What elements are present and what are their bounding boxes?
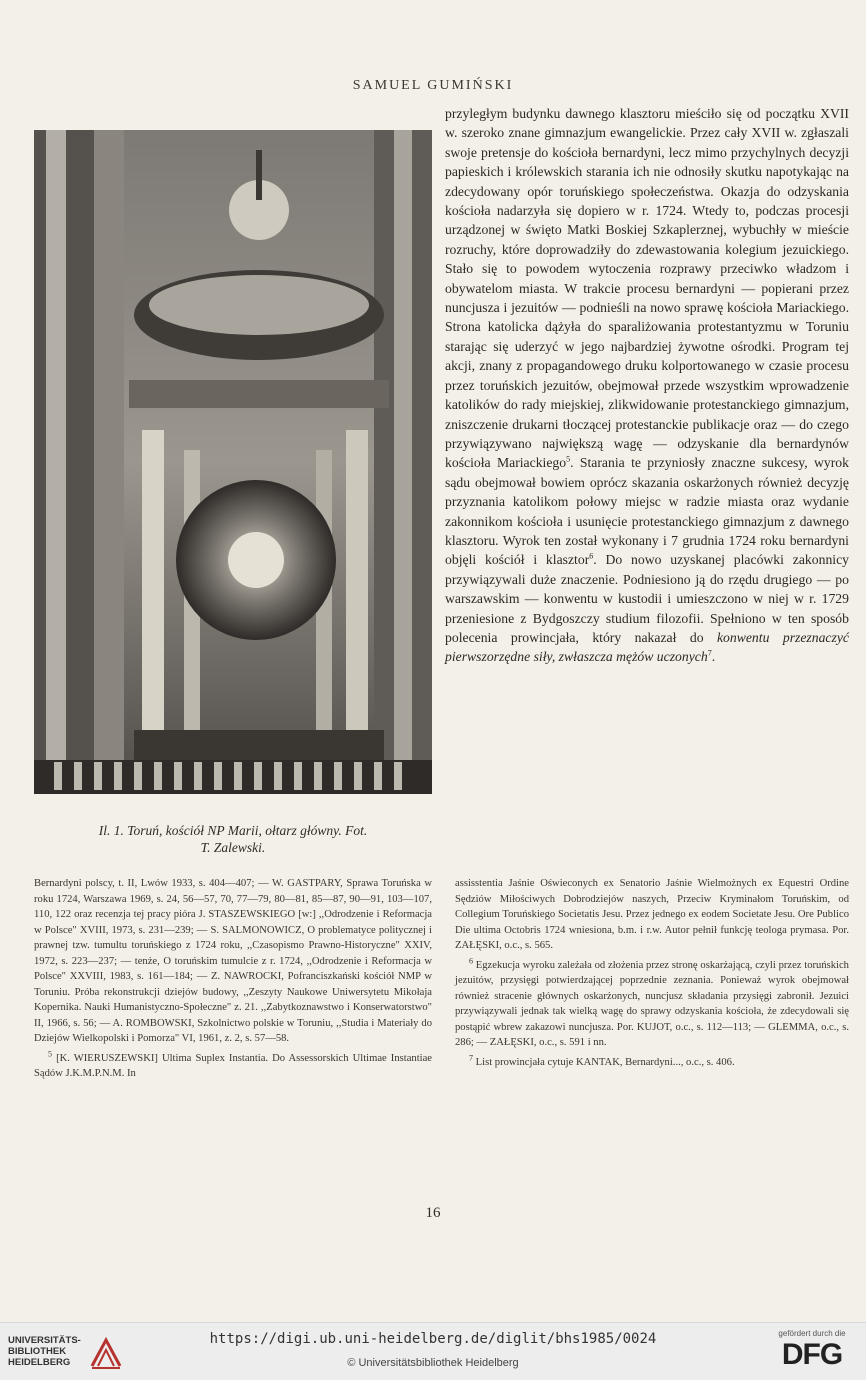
footnote-5-number: 5 <box>48 1048 52 1058</box>
footnote-continued: Bernardyni polscy, t. II, Lwów 1933, s. 404—407; — W. GASTPARY, Sprawa Toruńska w roku 1724, Warszawa 1969, s. 24, 56—57, 70, 77—79, 80—81, 85—87, 90—91, 103—107, 110, 122 oraz recenzja tej pracy pióra J. STASZEWSKIEGO [w:] ,,Odrodzenie i Reformacja w Polsce" XVIII, 1973, s. 231—239; — S. SALMONOWICZ, O problematyce politycznej i prawnej tzw. tumultu toruńskiego z 1724 roku, ,,Czasopismo Prawno-Historyczne" XXIV, 1972, s. 223—237; — tenże, O toruńskim tumulcie z r. 1724, ,,Odrodzenie i Reformacja w Polsce" XXVIII, 1983, s. 161—184; — Z. NAWROCKI, Pofranciszkański kościół NMP w Toruniu. Próba rekonstrukcji dziejów budowy, ,,Zeszyty Naukowe Uniwersytetu Mikołaja Kopernika. Nauki Humanistyczno-Społeczne" z. 21. ,,Zabytkoznawstwo i Konserwatorstwo" II, 1966, s. 56; — A. ROMBOWSKI, Szkolnictwo polskie w Toruniu, ,,Studia i Materiały do Dziejów Wielkopolski i Pomorza" VI, 1961, z. 2, s. 57—58. <box>34 878 432 1044</box>
logo-text-line-2: BIBLIOTHEK <box>8 1346 67 1357</box>
footnotes-right-column <box>455 876 849 1074</box>
main-text-column <box>445 104 849 667</box>
footnote-5-text: [K. WIERUSZEWSKI] Ultima Suplex Instantia. Do Assessorskich Ultimae Instantiae Sądów J.K.M.P.N.M. In <box>34 1052 432 1079</box>
body-text-end: . <box>711 649 716 665</box>
body-italic-quote: konwentu przeznaczyć pierwszorzędne siły, zwłaszcza mężów uczonych <box>445 629 849 665</box>
footnote-7 <box>455 1052 849 1071</box>
footnote-5 <box>34 1048 432 1082</box>
altar-illustration <box>34 130 432 794</box>
body-text-2: . Starania te przyniosły znaczne sukcesy, wyrok sądu obejmował bowiem oprócz skazania oskarżonych również decyzję przyznania katolikom połowy miejsc w radzie miasta oraz wydanie zakonnikom kościoła i usunięcie protestanckiego gimnazjum z dawnego klasztoru. Wyrok ten został wykonany i 7 grudnia 1724 roku bernardyni objęli kościół i klasztor <box>445 455 849 568</box>
footnote-5-continued: assisstentia Jaśnie Oświeconych ex Senatorio Jaśnie Wielmożnych ex Equestri Ordine Sędziów Miłościwych Dobrodziejów naszych, Przeciw Kryminałom Toruńskim, od Collegium Toruńskiego Societatis Jesu. Przez jednego ex eodem Societate Jesu. Ore Publico Die ultima Octobris 1724 wniesiona, b.m. i r.w. Autor pełnił funkcję teologa prymasa. Por. ZAŁĘSKI, o.c., s. 565. <box>455 878 849 951</box>
body-paragraph <box>445 104 849 667</box>
dfg-wordmark: DFG <box>781 1338 843 1371</box>
permalink-url[interactable]: https://digi.ub.uni-heidelberg.de/diglit/bhs1985/0024 <box>209 1331 657 1347</box>
footnote-6-number: 6 <box>469 955 473 965</box>
caption-line-2: T. Zalewski. <box>200 840 266 855</box>
footnote-ref-7[interactable]: 7 <box>707 648 712 658</box>
dfg-funding-logo[interactable] <box>766 1329 858 1377</box>
footnote-7-number: 7 <box>469 1052 473 1062</box>
viewer-footer <box>0 1322 866 1380</box>
body-text-3: . Do nowo uzyskanej placówki zakonnicy przywiązywali duże znaczenie. Podniesiono ją do rzędu drugiego — po warszawskim — konwentu w kustodii i umieszczono w niej w r. 1729 przeniesione z Bydgoszczy studium filozofii. Spełniono w ten sposób polecenia prowincjała, który nakazał do <box>445 552 850 645</box>
funded-by-label: gefördert durch die <box>778 1329 846 1338</box>
altar-photograph <box>34 130 432 794</box>
copyright-notice: © Universitätsbibliothek Heidelberg <box>347 1357 519 1369</box>
body-text-1: przyległym budynku dawnego klasztoru mieściło się od początku XVII w. szeroko znane gimnazjum ewangelickie. Przez cały XVII w. zgłaszali swoje pretensje do kościoła bernardyni, lecz mimo przychylnych decyzji papieskich i królewskich starania ich nie odnosiły skutku napotykając na zdecydowany opór toruńskiego społeczeństwa. Okazja do odzyskania kościoła nadarzyła się dopiero w r. 1724. Wtedy to, podczas procesji urządzonej w święto Matki Boskiej Szkaplerznej, wybuchły w mieście rozruchy, które doprowadziły do zdewastowania kolegium jezuickiego. Stało się to powodem wytoczenia rozprawy przeciwko władzom i obywatelom miasta. W trakcie procesu bernardyni — popierani przez nuncjusza i jezuitów — podnieśli na nowo sprawę kościoła Mariackiego. Strona katolicka dążyła do sparaliżowania protestantyzmu w Toruniu starając się uderzyć w jego najbardziej żywotne ośrodki. Program tej akcji, znany z propagandowego druku kolportowanego w czasie procesu przez toruńskich jezuitów, obejmował przede wszystkim wprowadzenie katolików do rady miejskiej, zlikwidowanie protestanckiego gimnazjum, zniszczenie drukarni tłoczącej protestanckie publikacje oraz — do czego przywiązywano największą wagę — odzyskanie dla bernardynów kościoła Mariackiego <box>445 106 849 471</box>
logo-text-line-1: UNIVERSITÄTS- <box>8 1335 81 1346</box>
caption-line-1: Il. 1. Toruń, kościół NP Marii, ołtarz główny. Fot. <box>98 823 368 838</box>
page-number: 16 <box>425 1205 441 1221</box>
footnotes-left-column <box>34 876 432 1086</box>
footnote-ref-5[interactable]: 5 <box>566 454 571 464</box>
footnote-6-text: Egzekucja wyroku zależała od złożenia przez stronę oskarżającą, czyli przez toruńskich jezuitów, przysięgi potwierdzającej poprzednie zeznania. Ponieważ wyrok obejmował również stracenie głównych oskarżonych, nuncjusz składania przysięgi zabronił. Jezuici przywiązywali jednak tak wielką wagę do sprawy odzyskania kościoła, że zdecydowali się postąpić wbrew zakazowi nuncjusza. Por. KUJOT, o.c., s. 112—113; — GLEMMA, o.c., s. 286; — ZAŁĘSKI, o.c., s. 591 i nn. <box>455 959 849 1048</box>
figure-caption <box>34 822 432 856</box>
logo-text-line-3: HEIDELBERG <box>8 1357 71 1368</box>
footnote-ref-6[interactable]: 6 <box>589 551 594 561</box>
running-head: SAMUEL GUMIŃSKI <box>352 78 514 93</box>
footnote-6 <box>455 955 849 1051</box>
footnote-7-text: List prowincjała cytuje KANTAK, Bernardyni..., o.c., s. 406. <box>475 1056 735 1068</box>
